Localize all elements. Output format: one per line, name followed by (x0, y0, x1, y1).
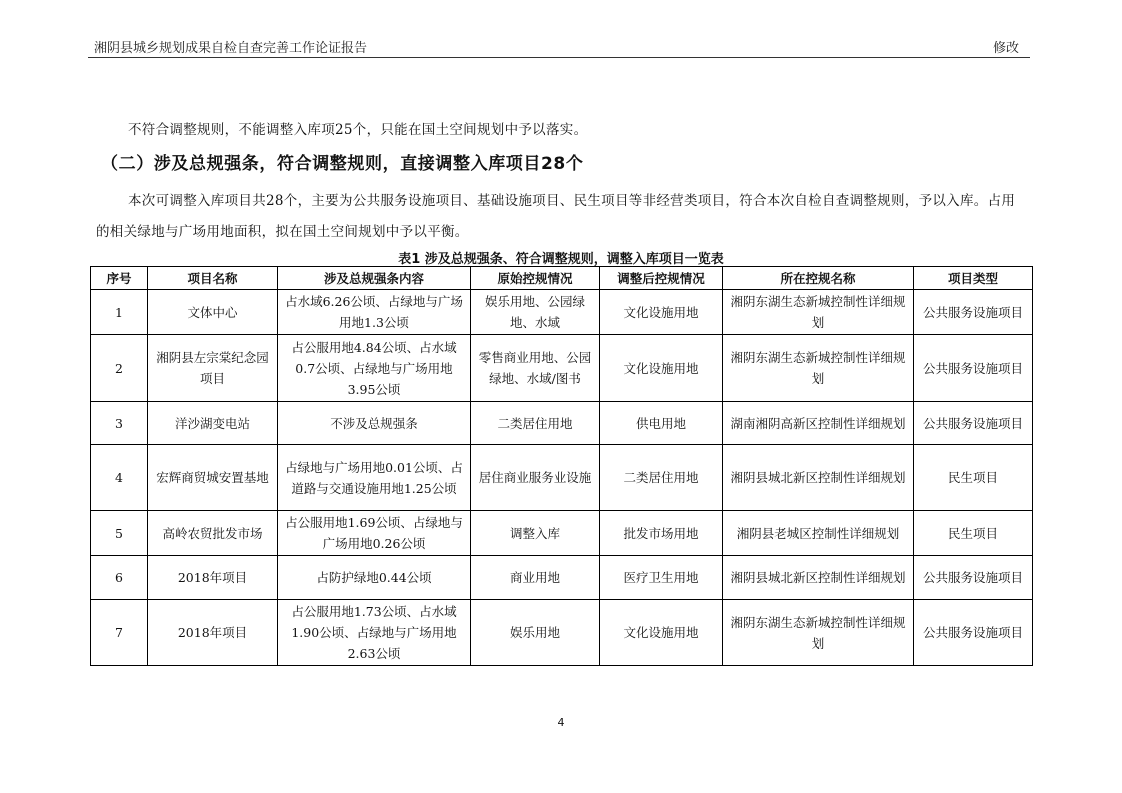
table-row (91, 445, 1033, 511)
cell-constraint: 占防护绿地0.44公顷 (278, 556, 471, 600)
page-number: 4 (557, 716, 565, 729)
cell-original-plan: 娱乐用地、公园绿地、水域 (471, 290, 600, 335)
cell-plan-name: 湖南湘阴高新区控制性详细规划 (723, 402, 914, 445)
table-row (91, 335, 1033, 402)
cell-project-type: 公共服务设施项目 (914, 600, 1033, 666)
cell-project-name: 高岭农贸批发市场 (148, 511, 278, 556)
cell-project-type: 民生项目 (914, 511, 1033, 556)
cell-index: 4 (91, 445, 148, 511)
table-row (91, 290, 1033, 335)
cell-project-name: 文体中心 (148, 290, 278, 335)
cell-project-name: 洋沙湖变电站 (148, 402, 278, 445)
cell-plan-name: 湘阴东湖生态新城控制性详细规划 (723, 290, 914, 335)
cell-project-name: 湘阴县左宗棠纪念园项目 (148, 335, 278, 402)
cell-index: 3 (91, 402, 148, 445)
column-header-index: 序号 (91, 267, 148, 290)
table-row (91, 556, 1033, 600)
cell-adjusted-plan: 文化设施用地 (600, 335, 723, 402)
header-divider (88, 57, 1030, 58)
table-row (91, 511, 1033, 556)
cell-adjusted-plan: 文化设施用地 (600, 290, 723, 335)
cell-index: 5 (91, 511, 148, 556)
column-header-project-type: 项目类型 (914, 267, 1033, 290)
section-heading: （二）涉及总规强条，符合调整规则，直接调整入库项目28个 (101, 154, 584, 174)
cell-project-type: 公共服务设施项目 (914, 556, 1033, 600)
cell-adjusted-plan: 批发市场用地 (600, 511, 723, 556)
cell-adjusted-plan: 二类居住用地 (600, 445, 723, 511)
cell-original-plan: 二类居住用地 (471, 402, 600, 445)
column-header-constraint: 涉及总规强条内容 (278, 267, 471, 290)
cell-plan-name: 湘阴东湖生态新城控制性详细规划 (723, 600, 914, 666)
header-title: 湘阴县城乡规划成果自检自查完善工作论证报告 (94, 41, 368, 56)
cell-project-name: 2018年项目 (148, 600, 278, 666)
cell-plan-name: 湘阴县城北新区控制性详细规划 (723, 445, 914, 511)
cell-project-type: 公共服务设施项目 (914, 335, 1033, 402)
cell-original-plan: 居住商业服务业设施 (471, 445, 600, 511)
cell-original-plan: 商业用地 (471, 556, 600, 600)
cell-constraint: 占公服用地4.84公顷、占水域0.7公顷、占绿地与广场用地3.95公顷 (278, 335, 471, 402)
cell-index: 2 (91, 335, 148, 402)
cell-constraint: 不涉及总规强条 (278, 402, 471, 445)
column-header-project-name: 项目名称 (148, 267, 278, 290)
cell-constraint: 占公服用地1.69公顷、占绿地与广场用地0.26公顷 (278, 511, 471, 556)
table-row (91, 402, 1033, 445)
cell-adjusted-plan: 文化设施用地 (600, 600, 723, 666)
paragraph-top: 不符合调整规则，不能调整入库项25个，只能在国土空间规划中予以落实。 (128, 122, 588, 138)
cell-original-plan: 调整入库 (471, 511, 600, 556)
cell-index: 7 (91, 600, 148, 666)
cell-plan-name: 湘阴县老城区控制性详细规划 (723, 511, 914, 556)
paragraph-main: 本次可调整入库项目共28个，主要为公共服务设施项目、基础设施项目、民生项目等非经营类项目，符合本次自检自查调整规则，予以入库。占用的相关绿地与广场用地面积，拟在国土空间规划中予以平衡。 (96, 193, 1016, 240)
cell-project-name: 2018年项目 (148, 556, 278, 600)
cell-constraint: 占水域6.26公顷、占绿地与广场用地1.3公顷 (278, 290, 471, 335)
cell-project-type: 民生项目 (914, 445, 1033, 511)
cell-project-name: 宏辉商贸城安置基地 (148, 445, 278, 511)
column-header-plan-name: 所在控规名称 (723, 267, 914, 290)
cell-index: 6 (91, 556, 148, 600)
table-header-row (91, 267, 1033, 290)
table-row (91, 600, 1033, 666)
cell-adjusted-plan: 供电用地 (600, 402, 723, 445)
cell-original-plan: 娱乐用地 (471, 600, 600, 666)
cell-adjusted-plan: 医疗卫生用地 (600, 556, 723, 600)
header-right-label: 修改 (992, 41, 1019, 56)
column-header-original-plan: 原始控规情况 (471, 267, 600, 290)
cell-constraint: 占公服用地1.73公顷、占水域1.90公顷、占绿地与广场用地2.63公顷 (278, 600, 471, 666)
cell-index: 1 (91, 290, 148, 335)
cell-constraint: 占绿地与广场用地0.01公顷、占道路与交通设施用地1.25公顷 (278, 445, 471, 511)
cell-original-plan: 零售商业用地、公园绿地、水域/图书 (471, 335, 600, 402)
project-table (90, 266, 1033, 666)
table-caption: 表1 涉及总规强条、符合调整规则，调整入库项目一览表 (398, 252, 724, 267)
column-header-adjusted-plan: 调整后控规情况 (600, 267, 723, 290)
cell-plan-name: 湘阴县城北新区控制性详细规划 (723, 556, 914, 600)
cell-plan-name: 湘阴东湖生态新城控制性详细规划 (723, 335, 914, 402)
cell-project-type: 公共服务设施项目 (914, 290, 1033, 335)
cell-project-type: 公共服务设施项目 (914, 402, 1033, 445)
